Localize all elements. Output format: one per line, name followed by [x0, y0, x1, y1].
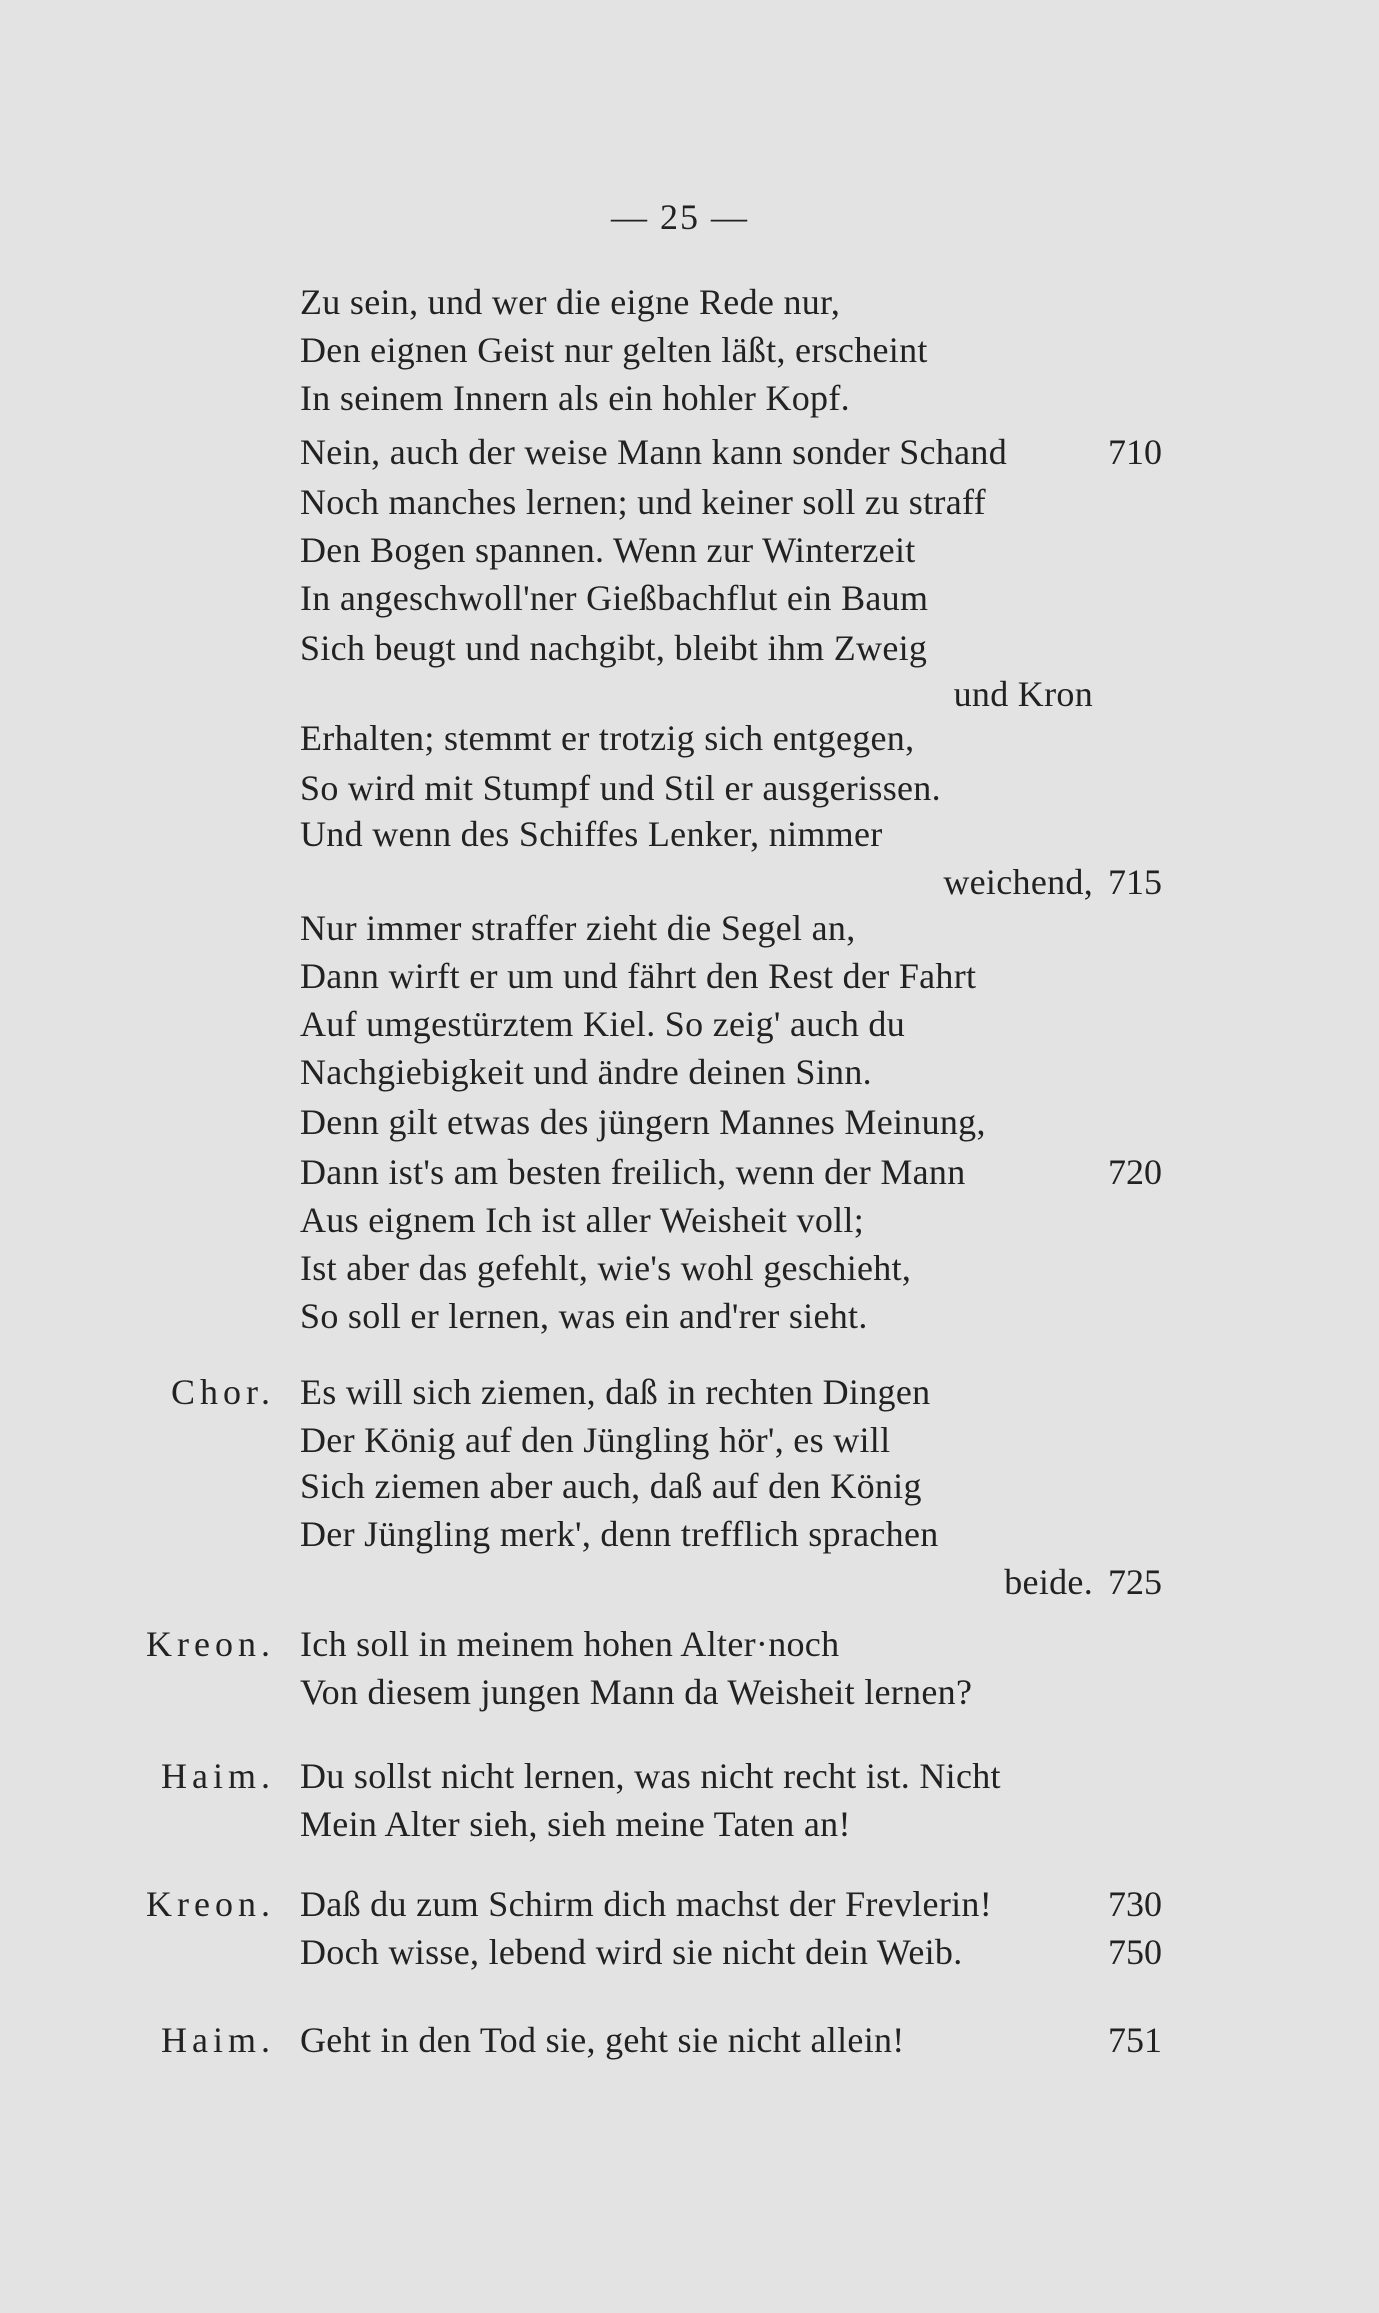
verse-text: Mein Alter sieh, sieh meine Taten an! — [300, 1804, 851, 1844]
verse-text: Denn gilt etwas des jüngern Mannes Meinung, — [300, 1102, 986, 1142]
verse-line — [0, 278, 1379, 326]
verse-text: Sich ziemen aber auch, daß auf den König — [300, 1466, 922, 1506]
verse-text: In angeschwoll'ner Gießbachflut ein Baum — [300, 578, 929, 618]
verse-text: Zu sein, und wer die eigne Rede nur, — [300, 282, 841, 322]
verse-line — [0, 1292, 1379, 1340]
verse-line — [0, 1462, 1379, 1510]
page-number: — 25 — — [611, 197, 749, 237]
verse-line — [0, 1368, 1379, 1416]
verse-line — [0, 810, 1379, 858]
verse-line — [0, 2016, 1379, 2064]
verse-line — [0, 624, 1379, 672]
verse-text: Den Bogen spannen. Wenn zur Winterzeit — [300, 530, 916, 570]
verse-line — [0, 764, 1379, 812]
verse-text: Nein, auch der weise Mann kann sonder Schand — [300, 432, 1007, 472]
speaker-label: Kreon. — [146, 1624, 275, 1664]
verse-line — [0, 1928, 1379, 1976]
speaker-label: Haim. — [161, 2020, 275, 2060]
verse-text: Geht in den Tod sie, geht sie nicht allein! — [300, 2020, 905, 2060]
verse-text: Dann ist's am besten freilich, wenn der Mann — [300, 1152, 966, 1192]
verse-line — [0, 1620, 1379, 1668]
verse-line — [0, 526, 1379, 574]
speaker-label: Haim. — [161, 1756, 275, 1796]
verse-text: Erhalten; stemmt er trotzig sich entgegen, — [300, 718, 915, 758]
verse-continuation: weichend, — [943, 862, 1093, 902]
verse-text: Du sollst nicht lernen, was nicht recht ist. Nicht — [300, 1756, 1001, 1796]
verse-text: Nur immer straffer zieht die Segel an, — [300, 908, 856, 948]
line-number: 750 — [1108, 1932, 1162, 1972]
speaker-label: Kreon. — [146, 1884, 275, 1924]
verse-text: Ist aber das gefehlt, wie's wohl geschieht, — [300, 1248, 912, 1288]
verse-line — [0, 1558, 1379, 1606]
verse-line — [0, 1048, 1379, 1096]
line-number: 751 — [1108, 2020, 1162, 2060]
verse-text: Noch manches lernen; und keiner soll zu straff — [300, 482, 986, 522]
verse-text: Von diesem jungen Mann da Weisheit lernen? — [300, 1672, 973, 1712]
verse-text: Der Jüngling merk', denn trefflich sprachen — [300, 1514, 939, 1554]
verse-line — [0, 1000, 1379, 1048]
verse-text: Sich beugt und nachgibt, bleibt ihm Zweig — [300, 628, 928, 668]
verse-line — [0, 326, 1379, 374]
verse-text: So soll er lernen, was ein and'rer sieht. — [300, 1296, 868, 1336]
verse-line — [0, 478, 1379, 526]
verse-line — [0, 904, 1379, 952]
verse-text: Doch wisse, lebend wird sie nicht dein Weib. — [300, 1932, 963, 1972]
line-number: 710 — [1108, 432, 1162, 472]
verse-line — [0, 1148, 1379, 1196]
verse-text: Nachgiebigkeit und ändre deinen Sinn. — [300, 1052, 872, 1092]
verse-line — [0, 714, 1379, 762]
speaker-label: Chor. — [170, 1372, 275, 1412]
line-number: 720 — [1108, 1152, 1162, 1192]
verse-line — [0, 428, 1379, 476]
verse-line — [0, 1098, 1379, 1146]
verse-line — [0, 952, 1379, 1000]
verse-line — [0, 574, 1379, 622]
verse-line — [0, 670, 1379, 718]
verse-line — [0, 1800, 1379, 1848]
verse-line — [0, 374, 1379, 422]
verse-line — [0, 1510, 1379, 1558]
verse-line — [0, 858, 1379, 906]
verse-line — [0, 1196, 1379, 1244]
verse-text: Auf umgestürztem Kiel. So zeig' auch du — [300, 1004, 906, 1044]
verse-text: Daß du zum Schirm dich machst der Frevlerin! — [300, 1884, 993, 1924]
verse-text: So wird mit Stumpf und Stil er ausgerissen. — [300, 768, 941, 808]
verse-text: Der König auf den Jüngling hör', es will — [300, 1420, 891, 1460]
verse-continuation: beide. — [1004, 1562, 1093, 1602]
verse-text: Ich soll in meinem hohen Alter·noch — [300, 1624, 840, 1664]
verse-line — [0, 1880, 1379, 1928]
line-number: 715 — [1108, 862, 1162, 902]
verse-continuation: und Kron — [953, 674, 1093, 714]
verse-line — [0, 1752, 1379, 1800]
verse-text: In seinem Innern als ein hohler Kopf. — [300, 378, 850, 418]
verse-text: Dann wirft er um und fährt den Rest der Fahrt — [300, 956, 977, 996]
verse-text: Den eignen Geist nur gelten läßt, erscheint — [300, 330, 928, 370]
verse-line — [0, 1416, 1379, 1464]
line-number: 725 — [1108, 1562, 1162, 1602]
line-number: 730 — [1108, 1884, 1162, 1924]
verse-text: Es will sich ziemen, daß in rechten Dingen — [300, 1372, 931, 1412]
verse-line — [0, 1668, 1379, 1716]
verse-text: Und wenn des Schiffes Lenker, nimmer — [300, 814, 883, 854]
verse-line — [0, 1244, 1379, 1292]
verse-text: Aus eignem Ich ist aller Weisheit voll; — [300, 1200, 865, 1240]
